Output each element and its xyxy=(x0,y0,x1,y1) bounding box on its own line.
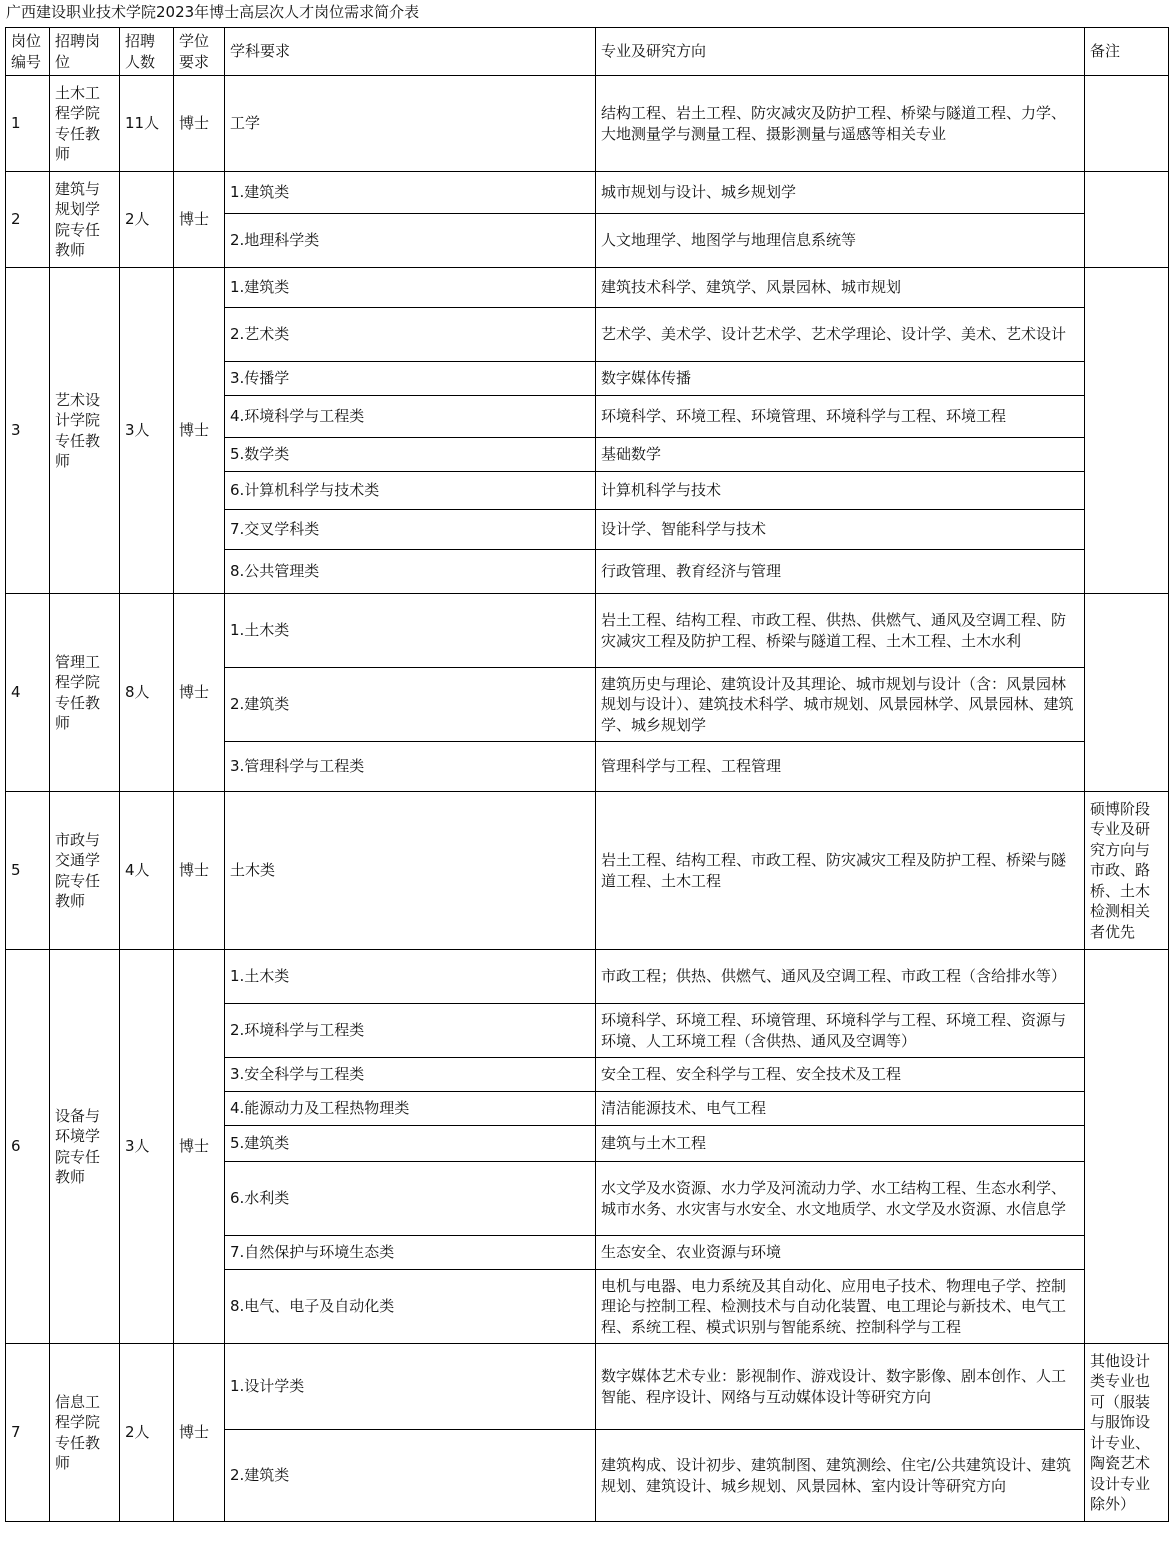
degree-cell: 博士 xyxy=(174,594,225,792)
degree-cell: 博士 xyxy=(174,76,225,172)
subject-cell: 1.土木类 xyxy=(225,594,596,668)
major-cell: 建筑技术科学、建筑学、风景园林、城市规划 xyxy=(596,268,1085,308)
note-cell xyxy=(1085,950,1169,1344)
subject-cell: 8.电气、电子及自动化类 xyxy=(225,1270,596,1344)
major-cell: 数字媒体艺术专业：影视制作、游戏设计、数字影像、剧本创作、人工智能、程序设计、网络与互动媒体设计等研究方向 xyxy=(596,1344,1085,1430)
note-cell: 其他设计类专业也可（服装与服饰设计专业、陶瓷艺术设计专业除外） xyxy=(1085,1344,1169,1522)
header-hire-count: 招聘人数 xyxy=(120,28,174,76)
header-row xyxy=(6,28,1169,76)
major-cell: 市政工程；供热、供燃气、通风及空调工程、市政工程（含给排水等） xyxy=(596,950,1085,1004)
hire-count-cell: 2人 xyxy=(120,172,174,268)
major-cell: 数字媒体传播 xyxy=(596,362,1085,396)
post-id-cell: 4 xyxy=(6,594,50,792)
major-cell: 建筑历史与理论、建筑设计及其理论、城市规划与设计（含：风景园林规划与设计）、建筑技术科学、城市规划、风景园林学、风景园林、建筑学、城乡规划学 xyxy=(596,668,1085,742)
subject-cell: 3.传播学 xyxy=(225,362,596,396)
table-row xyxy=(6,950,1169,1004)
hire-count-cell: 3人 xyxy=(120,268,174,594)
major-cell: 设计学、智能科学与技术 xyxy=(596,510,1085,550)
major-cell: 基础数学 xyxy=(596,438,1085,472)
degree-cell: 博士 xyxy=(174,1344,225,1522)
major-cell: 结构工程、岩土工程、防灾减灾及防护工程、桥梁与隧道工程、力学、大地测量学与测量工程、摄影测量与遥感等相关专业 xyxy=(596,76,1085,172)
degree-cell: 博士 xyxy=(174,172,225,268)
degree-cell: 博士 xyxy=(174,950,225,1344)
post-name-cell: 信息工程学院专任教师 xyxy=(50,1344,120,1522)
subject-cell: 4.环境科学与工程类 xyxy=(225,396,596,438)
major-cell: 环境科学、环境工程、环境管理、环境科学与工程、环境工程 xyxy=(596,396,1085,438)
subject-cell: 1.设计学类 xyxy=(225,1344,596,1430)
subject-cell: 4.能源动力及工程热物理类 xyxy=(225,1092,596,1126)
degree-cell: 博士 xyxy=(174,792,225,950)
subject-cell: 3.管理科学与工程类 xyxy=(225,742,596,792)
major-cell: 清洁能源技术、电气工程 xyxy=(596,1092,1085,1126)
major-cell: 建筑构成、设计初步、建筑制图、建筑测绘、住宅/公共建筑设计、建筑规划、建筑设计、城乡规划、风景园林、室内设计等研究方向 xyxy=(596,1430,1085,1522)
subject-cell: 7.自然保护与环境生态类 xyxy=(225,1236,596,1270)
major-cell: 岩土工程、结构工程、市政工程、供热、供燃气、通风及空调工程、防灾减灾工程及防护工程、桥梁与隧道工程、土木工程、土木水利 xyxy=(596,594,1085,668)
hire-count-cell: 11人 xyxy=(120,76,174,172)
requirements-table xyxy=(5,27,1169,1522)
document-title: 广西建设职业技术学院2023年博士高层次人才岗位需求简介表 xyxy=(6,3,420,21)
note-cell xyxy=(1085,76,1169,172)
major-cell: 生态安全、农业资源与环境 xyxy=(596,1236,1085,1270)
hire-count-cell: 4人 xyxy=(120,792,174,950)
subject-cell: 2.地理科学类 xyxy=(225,214,596,268)
hire-count-cell: 3人 xyxy=(120,950,174,1344)
subject-cell: 1.土木类 xyxy=(225,950,596,1004)
subject-cell: 2.建筑类 xyxy=(225,1430,596,1522)
degree-cell: 博士 xyxy=(174,268,225,594)
header-post-name: 招聘岗位 xyxy=(50,28,120,76)
major-cell: 电机与电器、电力系统及其自动化、应用电子技术、物理电子学、控制理论与控制工程、检测技术与自动化装置、电工理论与新技术、电气工程、系统工程、模式识别与智能系统、控制科学与工程 xyxy=(596,1270,1085,1344)
subject-cell: 2.艺术类 xyxy=(225,308,596,362)
subject-cell: 5.建筑类 xyxy=(225,1126,596,1162)
note-cell: 硕博阶段专业及研究方向与市政、路桥、土木检测相关者优先 xyxy=(1085,792,1169,950)
header-major: 专业及研究方向 xyxy=(596,28,1085,76)
post-id-cell: 7 xyxy=(6,1344,50,1522)
subject-cell: 2.建筑类 xyxy=(225,668,596,742)
major-cell: 水文学及水资源、水力学及河流动力学、水工结构工程、生态水利学、城市水务、水灾害与水安全、水文地质学、水文学及水资源、水信息学 xyxy=(596,1162,1085,1236)
table-row xyxy=(6,792,1169,950)
subject-cell: 3.安全科学与工程类 xyxy=(225,1058,596,1092)
note-cell xyxy=(1085,172,1169,268)
post-id-cell: 3 xyxy=(6,268,50,594)
major-cell: 人文地理学、地图学与地理信息系统等 xyxy=(596,214,1085,268)
subject-cell: 1.建筑类 xyxy=(225,268,596,308)
note-cell xyxy=(1085,594,1169,792)
post-id-cell: 5 xyxy=(6,792,50,950)
post-id-cell: 2 xyxy=(6,172,50,268)
table-row xyxy=(6,172,1169,214)
post-name-cell: 土木工程学院专任教师 xyxy=(50,76,120,172)
subject-cell: 1.建筑类 xyxy=(225,172,596,214)
post-name-cell: 管理工程学院专任教师 xyxy=(50,594,120,792)
major-cell: 建筑与土木工程 xyxy=(596,1126,1085,1162)
table-row xyxy=(6,1344,1169,1430)
post-name-cell: 市政与交通学院专任教师 xyxy=(50,792,120,950)
major-cell: 艺术学、美术学、设计艺术学、艺术学理论、设计学、美术、艺术设计 xyxy=(596,308,1085,362)
header-degree: 学位要求 xyxy=(174,28,225,76)
major-cell: 计算机科学与技术 xyxy=(596,472,1085,510)
major-cell: 管理科学与工程、工程管理 xyxy=(596,742,1085,792)
header-note: 备注 xyxy=(1085,28,1169,76)
subject-cell: 土木类 xyxy=(225,792,596,950)
subject-cell: 2.环境科学与工程类 xyxy=(225,1004,596,1058)
hire-count-cell: 8人 xyxy=(120,594,174,792)
post-name-cell: 设备与环境学院专任教师 xyxy=(50,950,120,1344)
table-row xyxy=(6,76,1169,172)
major-cell: 环境科学、环境工程、环境管理、环境科学与工程、环境工程、资源与环境、人工环境工程（含供热、通风及空调等） xyxy=(596,1004,1085,1058)
major-cell: 行政管理、教育经济与管理 xyxy=(596,550,1085,594)
major-cell: 安全工程、安全科学与工程、安全技术及工程 xyxy=(596,1058,1085,1092)
hire-count-cell: 2人 xyxy=(120,1344,174,1522)
table-row xyxy=(6,594,1169,668)
post-name-cell: 艺术设计学院专任教师 xyxy=(50,268,120,594)
table-row xyxy=(6,268,1169,308)
major-cell: 城市规划与设计、城乡规划学 xyxy=(596,172,1085,214)
subject-cell: 5.数学类 xyxy=(225,438,596,472)
subject-cell: 6.水利类 xyxy=(225,1162,596,1236)
post-id-cell: 6 xyxy=(6,950,50,1344)
post-id-cell: 1 xyxy=(6,76,50,172)
subject-cell: 8.公共管理类 xyxy=(225,550,596,594)
major-cell: 岩土工程、结构工程、市政工程、防灾减灾工程及防护工程、桥梁与隧道工程、土木工程 xyxy=(596,792,1085,950)
post-name-cell: 建筑与规划学院专任教师 xyxy=(50,172,120,268)
header-post-id: 岗位编号 xyxy=(6,28,50,76)
header-subject: 学科要求 xyxy=(225,28,596,76)
subject-cell: 7.交叉学科类 xyxy=(225,510,596,550)
note-cell xyxy=(1085,268,1169,594)
subject-cell: 6.计算机科学与技术类 xyxy=(225,472,596,510)
subject-cell: 工学 xyxy=(225,76,596,172)
